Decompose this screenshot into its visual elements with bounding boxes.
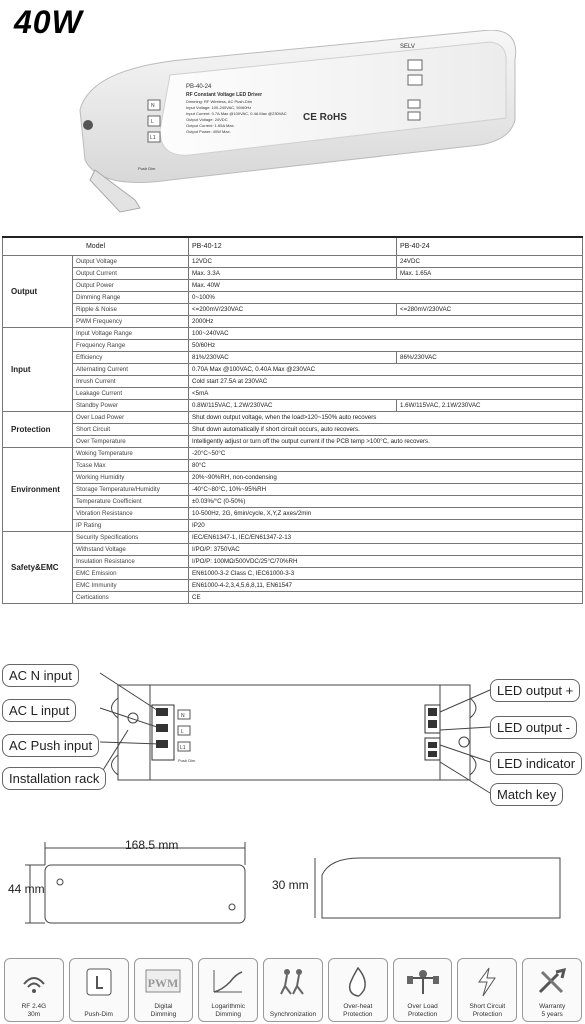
spec-row [3,256,583,268]
spec-value-a: Shut down output voltage, when the load>120~150% auto recovers [189,412,583,424]
pwm-icon [143,964,183,998]
product-line-4: Output Voltage: 24VDC [186,117,228,122]
spec-param: Withstand Voltage [73,544,189,556]
spec-value-a: Max. 40W [189,280,583,292]
diagram-terminal-l: L [181,729,184,735]
diagram-terminal-n: N [181,713,185,719]
feature-tools [522,958,582,1022]
spec-row [3,412,583,424]
spec-table [2,236,583,604]
spec-value-a: 12VDC [189,256,397,268]
spec-param: Alternating Current [73,364,189,376]
feature-flame [328,958,388,1022]
spec-row [3,496,583,508]
spec-header-row [3,237,583,256]
spec-param: Tcase Max [73,460,189,472]
product-image [60,30,530,220]
spec-value-a: 81%/230VAC [189,352,397,364]
spec-header-col-b: PB-40-24 [397,237,583,256]
product-terminal-l: L [151,119,154,125]
spec-value-a: 2000Hz [189,316,583,328]
label-ac-push-input: AC Push input [2,734,99,757]
spec-row [3,280,583,292]
spec-param: Certications [73,592,189,604]
spec-param: EMC Immunity [73,580,189,592]
label-led-output-minus: LED output - [490,716,577,739]
spec-value-a: I/PO/P: 100MΩ/500VDC/25°C/70%RH [189,556,583,568]
feature-label: Digital Dimming [150,1003,177,1018]
spec-param: Ripple & Noise [73,304,189,316]
spec-row [3,544,583,556]
spec-value-a: EN61000-3-2 Class C, IEC61000-3-3 [189,568,583,580]
spec-value-a: Shut down automatically if short circuit occurs, auto recovers. [189,424,583,436]
product-line-2: Input Voltage: 100-240VAC, 50/60Hz [186,105,252,110]
spec-value-a: 0.8W/115VAC, 1.2W/230VAC [189,400,397,412]
spec-value-a: <5mA [189,388,583,400]
spec-row [3,364,583,376]
spec-param: Output Current [73,268,189,280]
rf-wireless-icon [14,964,54,998]
spec-param: Working Humidity [73,472,189,484]
spec-row [3,520,583,532]
feature-label: Over Load Protection [407,1003,438,1018]
spec-row [3,556,583,568]
label-installation-rack: Installation rack [2,767,106,790]
spec-param: Input Voltage Range [73,328,189,340]
spec-row [3,460,583,472]
ce-mark: CE RoHS [303,112,347,123]
sync-icon [273,964,313,998]
spec-row [3,328,583,340]
spec-param: Storage Temperature/Humidity [73,484,189,496]
spec-value-a: -20°C~50°C [189,448,583,460]
spec-value-a: ±0.03%/°C (0-50%) [189,496,583,508]
page-title: 40W [14,4,83,40]
log-curve-icon [208,964,248,998]
spec-param: Efficiency [73,352,189,364]
weight-icon [403,964,443,998]
tools-icon [532,964,572,998]
spec-value-a: 0~100% [189,292,583,304]
spec-param: Frequency Range [73,340,189,352]
spec-param: Leakage Current [73,388,189,400]
feature-log-curve [198,958,258,1022]
spec-row [3,340,583,352]
feature-label: RF 2.4G 30m [21,1003,47,1018]
spec-value-a: I/PO/P: 3750VAC [189,544,583,556]
feature-icons [4,958,582,1022]
selv-mark: SELV [400,44,415,50]
dimension-height: 30 mm [272,878,309,892]
diagram-push-dim: Push Dim [178,758,196,763]
spec-param: Dimming Range [73,292,189,304]
spec-row [3,592,583,604]
spec-param: Woking Temperature [73,448,189,460]
spec-value-a: IEC/EN61347-1, IEC/EN61347-2-13 [189,532,583,544]
spec-value-a: Cold start 27.5A at 230VAC [189,376,583,388]
label-led-indicator: LED indicator [490,752,582,775]
spec-param: Insulation Resistance [73,556,189,568]
spec-value-a: EN61000-4-2,3,4,5,6,8,11, EN61547 [189,580,583,592]
feature-weight [393,958,453,1022]
spec-param: Output Voltage [73,256,189,268]
spec-row [3,508,583,520]
spec-group-label: Safety&EMC [3,532,73,604]
spec-row [3,448,583,460]
spec-param: Over Load Power [73,412,189,424]
feature-sync [263,958,323,1022]
spec-row [3,292,583,304]
spec-value-a: 80°C [189,460,583,472]
spec-param: Vibration Resistance [73,508,189,520]
spec-value-a: 0.70A Max @100VAC, 0.40A Max @230VAC [189,364,583,376]
dimension-length: 168.5 mm [125,838,179,852]
spec-row [3,400,583,412]
spec-value-a: 50/60Hz [189,340,583,352]
spec-param: Standby Power [73,400,189,412]
spec-param: Security Specifications [73,532,189,544]
product-push-dim: Push Dim [138,166,156,171]
spec-header-col-a: PB-40-12 [189,237,397,256]
spec-group-label: Protection [3,412,73,448]
spec-param: IP Rating [73,520,189,532]
spec-value-a: 20%~90%RH, non-condensing [189,472,583,484]
spec-row [3,304,583,316]
feature-push-dim [69,958,129,1022]
spec-value-a: IP20 [189,520,583,532]
product-line-1: Dimming: RF Wireless, AC Push-Dim [186,99,253,104]
spec-value-a: 10-500Hz, 2G, 6min/cycle, X,Y,Z axes/2min [189,508,583,520]
spec-param: Output Power [73,280,189,292]
spec-group-label: Environment [3,448,73,532]
spec-param: Short Circuit [73,424,189,436]
spec-row [3,388,583,400]
spec-group-label: Output [3,256,73,328]
product-subtitle: RF Constant Voltage LED Driver [186,92,263,98]
product-terminal-n: N [151,103,155,109]
spec-value-b: <=280mV/230VAC [397,304,583,316]
feature-pwm [134,958,194,1022]
spec-value-b: 86%/230VAC [397,352,583,364]
pwm-glyph: PWM [148,976,179,990]
feature-label: Logarithmic Dimming [211,1003,246,1018]
spec-param: PWM Frequency [73,316,189,328]
spec-value-a: -40°C~80°C, 10%~95%RH [189,484,583,496]
spec-value-b: 24VDC [397,256,583,268]
spec-param: Over Temperature [73,436,189,448]
spec-value-a: Intelligently adjust or turn off the output current if the PCB temp >100°C, auto recovers. [189,436,583,448]
label-ac-n-input: AC N input [2,664,79,687]
label-ac-l-input: AC L input [2,699,76,722]
feature-label: Short Circuit Protection [469,1003,506,1018]
spec-header-model: Model [3,237,189,256]
push-dim-icon [79,964,119,998]
label-match-key: Match key [490,783,563,806]
spec-row [3,424,583,436]
spec-group-label: Input [3,328,73,412]
spec-value-a: 100~240VAC [189,328,583,340]
feature-label: Synchronization [269,1011,317,1018]
spark-icon [467,964,507,998]
spec-param: Inrush Current [73,376,189,388]
flame-icon [338,964,378,998]
product-terminal-l1: L1 [150,135,156,141]
spec-row [3,436,583,448]
feature-rf-wireless [4,958,64,1022]
spec-value-b: 1.6W/115VAC, 2.1W/230VAC [397,400,583,412]
spec-row [3,532,583,544]
spec-param: EMC Emission [73,568,189,580]
spec-value-a: Max. 3.3A [189,268,397,280]
feature-label: Warranty 5 years [539,1003,566,1018]
feature-spark [457,958,517,1022]
spec-row [3,568,583,580]
spec-row [3,376,583,388]
spec-row [3,352,583,364]
product-line-5: Output Current: 1.65A Max. [186,123,235,128]
dimension-width: 44 mm [8,882,45,896]
label-led-output-plus: LED output + [490,679,580,702]
product-line-6: Output Power: 40W Max. [186,129,231,134]
feature-label: Over-heat Protection [343,1003,373,1018]
spec-value-a: <=200mV/230VAC [189,304,397,316]
spec-value-b: Max. 1.65A [397,268,583,280]
product-line-3: Input Current: 0.7A Max @100VAC, 0.4A Max @230VAC [186,111,287,116]
spec-row [3,484,583,496]
product-model: PB-40-24 [186,84,212,90]
spec-row [3,316,583,328]
diagram-terminal-l1: L1 [180,745,186,751]
spec-row [3,472,583,484]
spec-value-a: CE [189,592,583,604]
spec-row [3,580,583,592]
feature-label: Push-Dim [84,1011,113,1018]
spec-row [3,268,583,280]
spec-param: Temperature Coefficient [73,496,189,508]
